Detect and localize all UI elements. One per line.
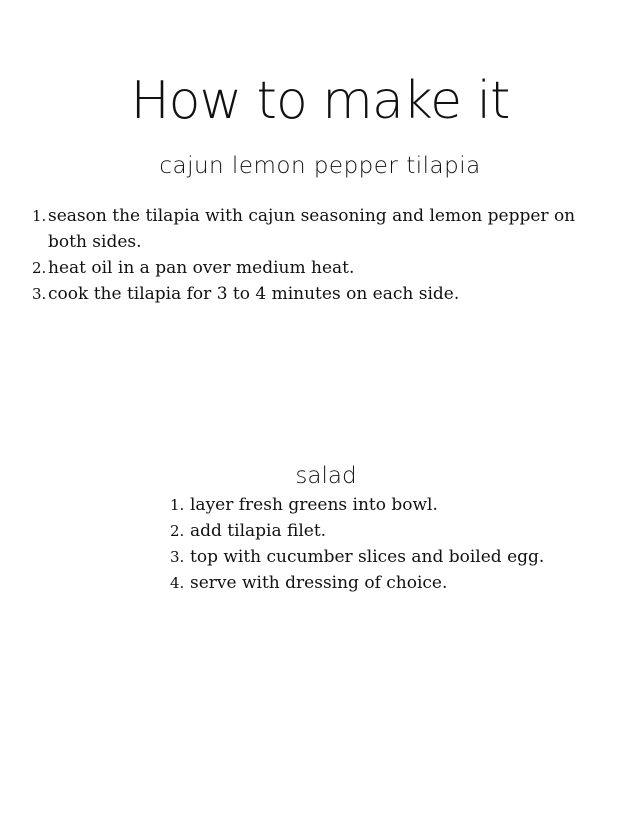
list-item	[170, 492, 610, 518]
salad-steps-list	[170, 492, 610, 596]
list-item	[32, 281, 606, 307]
list-item	[170, 570, 610, 596]
step-number: 2.	[32, 259, 47, 277]
recipe-subtitle: cajun lemon pepper tilapia	[159, 153, 481, 179]
step-text: serve with dressing of choice.	[190, 573, 448, 593]
step-number: 3.	[32, 285, 47, 303]
list-item	[170, 544, 610, 570]
step-number: 1.	[32, 207, 47, 225]
list-item	[32, 255, 606, 281]
step-text: top with cucumber slices and boiled egg.	[190, 547, 545, 567]
step-text: layer fresh greens into bowl.	[190, 495, 438, 515]
step-number: 1.	[170, 496, 185, 514]
salad-heading: salad	[295, 463, 357, 489]
step-number: 2.	[170, 522, 185, 540]
step-text: heat oil in a pan over medium heat.	[48, 258, 355, 278]
main-steps-list	[32, 203, 606, 307]
step-number: 3.	[170, 548, 185, 566]
step-text: season the tilapia with cajun seasoning and lemon pepper on both sides.	[48, 206, 576, 252]
list-item	[32, 203, 606, 255]
list-item	[170, 518, 610, 544]
step-text: cook the tilapia for 3 to 4 minutes on each side.	[48, 284, 460, 304]
step-text: add tilapia filet.	[190, 521, 327, 541]
step-number: 4.	[170, 574, 185, 592]
page-title: How to make it	[130, 71, 510, 131]
